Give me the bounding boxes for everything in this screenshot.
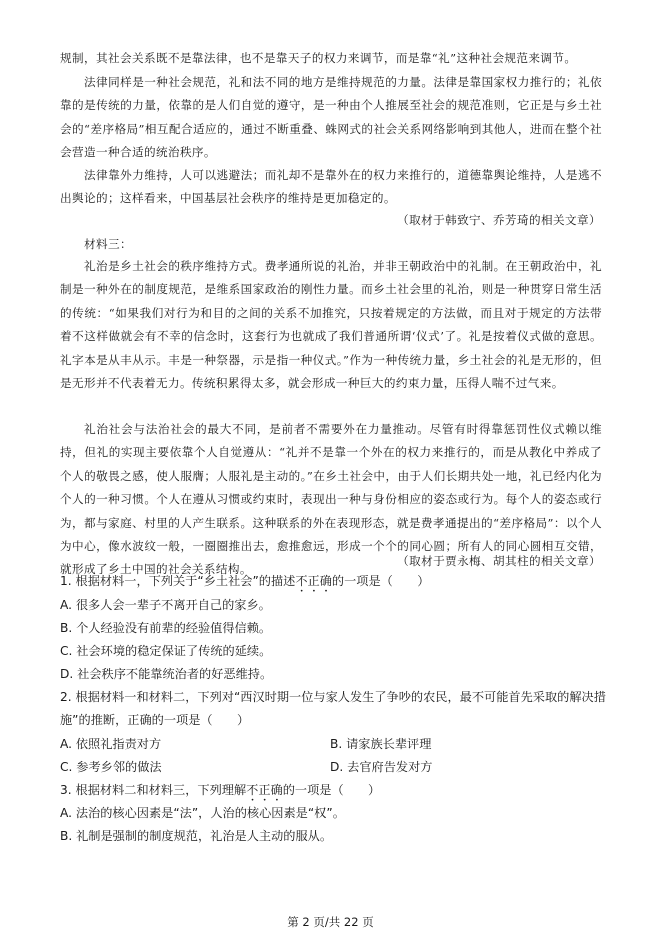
question-2-stem: 2. 根据材料一和材料二，下列对“西汉时期一位与家人发生了争吵的农民，最不可能首先采取的解决措施”的推断，正确的一项是（ ） [60,690,606,728]
question-3-emphasis: 不正确 [246,783,283,797]
question-3-option-a: A. 法治的核心因素是“法”，人治的核心因素是“权”。 [60,806,345,820]
question-1-option-d: D. 社会秩序不能靠统治者的好恶维持。 [60,667,273,681]
question-1-option-c: C. 社会环境的稳定保证了传统的延续。 [60,644,272,658]
source-citation-2: （取材于韩致宁、乔芳琦的相关文章） [397,213,601,227]
passage-paragraph-1: 规制，其社会关系既不是靠法律，也不是靠天子的权力来调节，而是靠“礼”这种社会规范来调节。 [60,51,577,65]
passage-paragraph-3: 法律靠外力维持，人可以逃避法；而礼却不是靠外在的权力来推行的，道德靠舆论维持，人是逃不出舆论的；这样看来，中国基层社会秩序的维持是更加稳定的。 [60,168,602,206]
question-3-stem-text: 3. 根据材料二和材料三，下列理解 [60,783,247,797]
question-1-option-a: A. 很多人会一辈子不离开自己的家乡。 [60,598,271,612]
question-1-option-b: B. 个人经验没有前辈的经验值得信赖。 [60,621,272,635]
question-3-stem-end: 的一项是（ ） [282,783,381,797]
page-footer: 第 2 页/共 22 页 [287,915,374,929]
question-2-option-b: B. 请家族长辈评理 [330,737,432,751]
passage-paragraph-4: 礼治是乡土社会的秩序维持方式。费孝通所说的礼治，并非王朝政治中的礼制。在王朝政治中，礼制是一种外在的制度规范，是维系国家政治的刚性力量。而乡土社会里的礼治，则是一种贯穿日常生活的传统：“如果我们对行为和目的之间的关系不加推究，只按着规定的方法做，而且对于规定的方法带着不这样做就会有不幸的信念时，这套行为也就成了我们普通所谓‘仪式’了。礼是按着仪式做的意思。礼字本是从丰从示。丰是一种祭器，示是指一种仪式。”作为一种传统力量，乡土社会的礼是无形的，但是无形并不代表着无力。传统积累得太多，就会形成一种巨大的约束力量，压得人喘不过气来。 [60,259,602,391]
question-1-emphasis: 不正确 [295,574,332,588]
passage-paragraph-5: 礼治社会与法治社会的最大不同，是前者不需要外在力量推动。尽管有时得靠惩罚性仪式赖以维持，但礼的实现主要依靠个人自觉遵从：“礼并不是靠一个外在的权力来推行的，而是从教化中养成了个人的敬畏之感，使人服膺；人服礼是主动的。”在乡土社会中，由于人们长期共处一地，礼已经内化为个人的一种习惯。个人在遵从习惯或约束时，表现出一种与身份相应的姿态或行为。每个人的姿态或行为，都与家庭、村里的人产生联系。这种联系的外在表现形态，就是费孝通提出的“差序格局”：以个人为中心，像水波纹一般，一圈圈推出去，愈推愈远，形成一个个的同心圆；所有人的同心圆相互交错，就形成了乡土中国的社会关系结构。 [60,422,602,577]
question-2-option-c: C. 参考乡邻的做法 [60,760,162,774]
question-2-option-a: A. 依照礼指责对方 [60,737,162,751]
material-3-title: 材料三： [84,237,132,251]
passage-paragraph-2: 法律同样是一种社会规范，礼和法不同的地方是维持规范的力量。法律是靠国家权力推行的；礼依靠的是传统的力量，依靠的是人们自觉的遵守，是一种由个人推展至社会的规范准则，它正是与乡土社会的“差序格局”相互配合适应的，通过不断重叠、蛛网式的社会关系网络影响到其他人，进而在整个社会营造一种合适的统治秩序。 [60,75,602,160]
question-3-stem [60,779,608,804]
question-2-option-d: D. 去官府告发对方 [330,760,433,774]
question-1-stem-text: 1. 根据材料一，下列关于“乡土社会”的描述 [60,574,296,588]
source-citation-3: （取材于贾永梅、胡其柱的相关文章） [397,554,601,568]
question-3-option-b: B. 礼制是强制的制度规范，礼治是人主动的服从。 [60,829,333,843]
question-1-stem [60,570,608,595]
question-1-stem-end: 的一项是（ ） [331,574,430,588]
